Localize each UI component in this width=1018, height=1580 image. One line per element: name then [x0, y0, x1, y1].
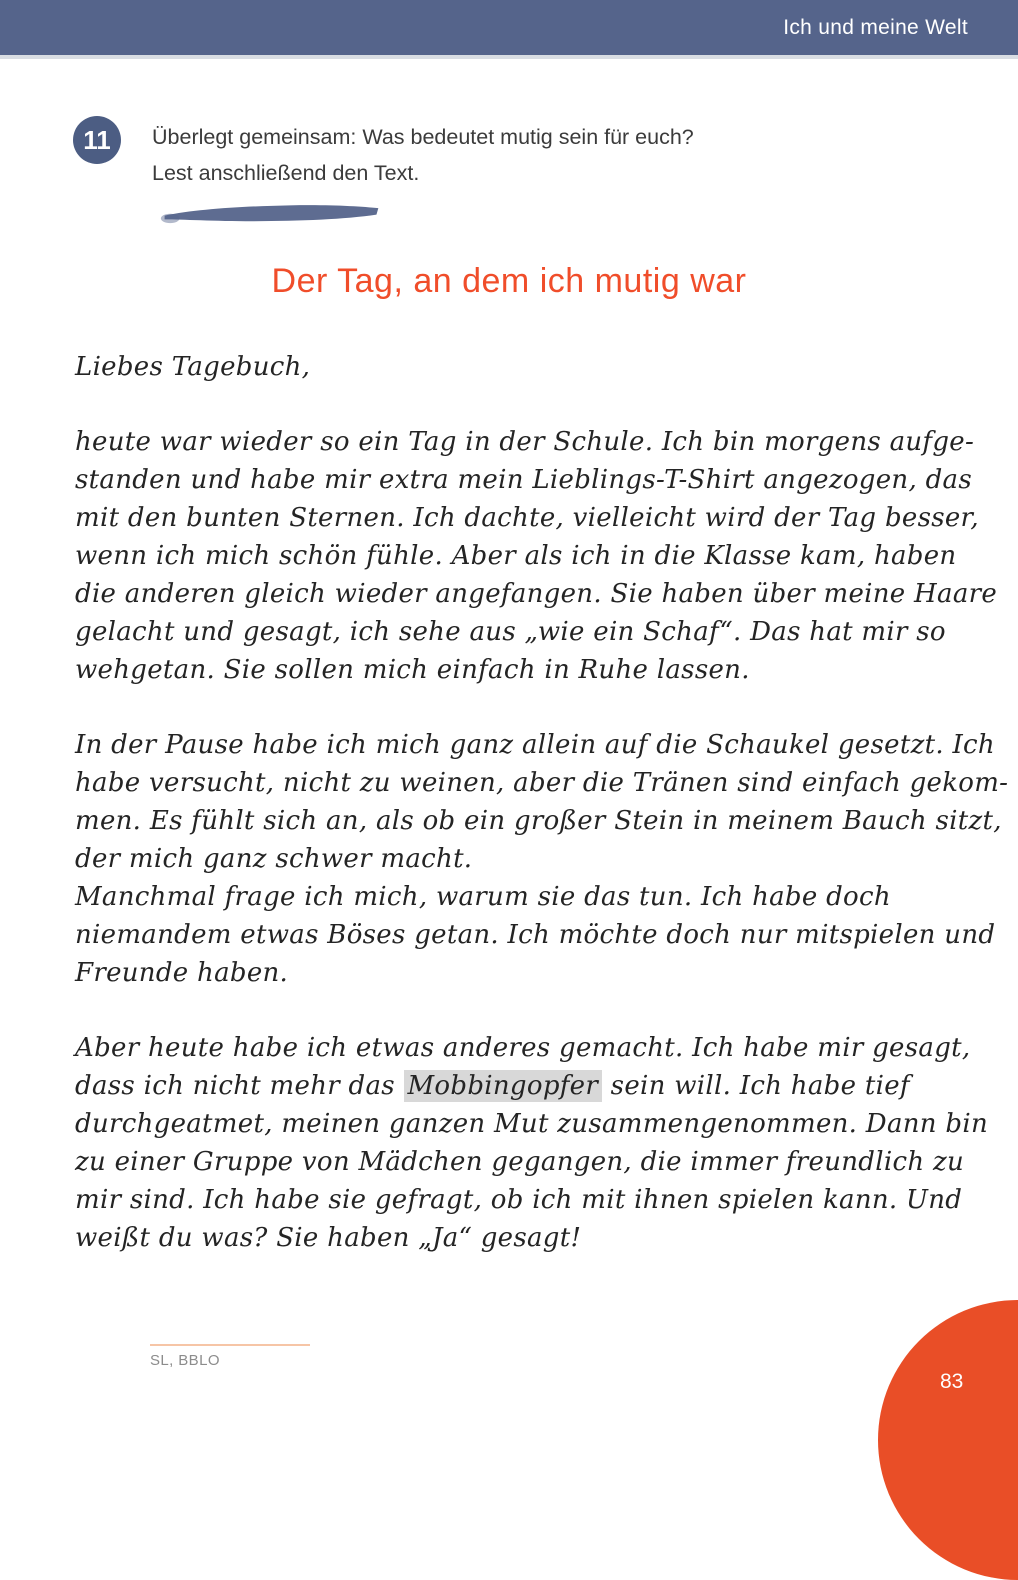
diary-line — [75, 840, 940, 878]
page-title: Der Tag, an dem ich mutig war — [271, 262, 747, 300]
page-number: 83 — [940, 1370, 964, 1393]
diary-salutation: Liebes Tagebuch, — [75, 352, 311, 382]
diary-line-text: habe versucht, nicht zu weinen, aber die Tränen sind einfach gekom- — [75, 768, 1009, 798]
highlighted-word: Mobbingopfer — [404, 1070, 603, 1102]
diary-line — [75, 1219, 940, 1257]
diary-line-text: men. Es fühlt sich an, als ob ein großer Stein in meinem Bauch sitzt, — [75, 806, 1002, 836]
diary-line — [75, 1067, 940, 1105]
diary-paragraph — [75, 423, 998, 689]
task-number-badge: 11 — [73, 116, 121, 164]
diary-line-text: standen und habe mir extra mein Lieblings-T-Shirt angezogen, das — [75, 465, 972, 495]
diary-line — [75, 651, 940, 689]
diary-line — [75, 537, 957, 575]
diary-text — [0, 348, 1018, 1257]
chapter-title: Ich und meine Welt — [783, 15, 968, 39]
diary-line-text: niemandem etwas Böses getan. Ich möchte doch nur mitspielen und — [75, 920, 996, 950]
task-instruction-line2: Lest anschließend den Text. — [152, 161, 420, 185]
diary-paragraphs — [75, 423, 1009, 1257]
task-instructions — [152, 116, 694, 224]
diary-line — [75, 916, 996, 954]
diary-line — [75, 613, 946, 651]
diary-line — [75, 1181, 963, 1219]
page-number-circle — [878, 1300, 1018, 1580]
diary-line-text: heute war wieder so ein Tag in der Schule. Ich bin morgens aufge- — [75, 427, 975, 457]
diary-paragraph — [75, 1029, 989, 1257]
diary-line-text: durchgeatmet, meinen ganzen Mut zusammengenommen. Dann bin — [75, 1109, 989, 1139]
task-block — [73, 116, 1018, 224]
diary-line-text: zu einer Gruppe von Mädchen gegangen, die immer freundlich zu — [75, 1147, 964, 1177]
diary-paragraph — [75, 726, 1009, 992]
chapter-header-bar — [0, 0, 1018, 59]
diary-line — [75, 1029, 971, 1067]
marker-scribble-icon — [152, 196, 390, 224]
diary-line-text: mit den bunten Sternen. Ich dachte, vielleicht wird der Tag besser, — [75, 503, 979, 533]
credit-text: SL, BBLO — [150, 1352, 220, 1369]
diary-line-text: die anderen gleich wieder angefangen. Sie haben über meine Haare — [75, 579, 998, 609]
diary-line-text: wenn ich mich schön fühle. Aber als ich in die Klasse kam, haben — [75, 541, 957, 571]
diary-line-text: In der Pause habe ich mich ganz allein auf die Schaukel gesetzt. Ich — [75, 730, 995, 760]
credit-divider — [150, 1344, 310, 1346]
diary-line — [75, 726, 995, 764]
diary-line — [75, 1105, 989, 1143]
diary-line — [75, 764, 1009, 802]
diary-line — [75, 1143, 964, 1181]
diary-line-text: dass ich nicht mehr das — [75, 1071, 404, 1101]
diary-line — [75, 423, 975, 461]
diary-line-text: Aber heute habe ich etwas anderes gemacht. Ich habe mir gesagt, — [75, 1033, 971, 1063]
diary-line-text: sein will. Ich habe tief — [602, 1071, 910, 1101]
diary-line-text: der mich ganz schwer macht. — [75, 844, 473, 874]
diary-line-text: Freunde haben. — [75, 958, 289, 988]
diary-line-text: gelacht und gesagt, ich sehe aus „wie ein Schaf“. Das hat mir so — [75, 617, 946, 647]
diary-line — [75, 575, 998, 613]
diary-line — [75, 954, 940, 992]
diary-line — [75, 461, 972, 499]
diary-line — [75, 802, 1002, 840]
diary-line — [75, 878, 940, 916]
task-instruction-line1: Überlegt gemeinsam: Was bedeutet mutig sein für euch? — [152, 125, 694, 149]
diary-line-text: Manchmal frage ich mich, warum sie das tun. Ich habe doch — [75, 882, 891, 912]
diary-line-text: weißt du was? Sie haben „Ja“ gesagt! — [75, 1223, 582, 1253]
diary-line-text: wehgetan. Sie sollen mich einfach in Ruhe lassen. — [75, 655, 750, 685]
diary-line-text: mir sind. Ich habe sie gefragt, ob ich mit ihnen spielen kann. Und — [75, 1185, 963, 1215]
diary-line — [75, 499, 979, 537]
